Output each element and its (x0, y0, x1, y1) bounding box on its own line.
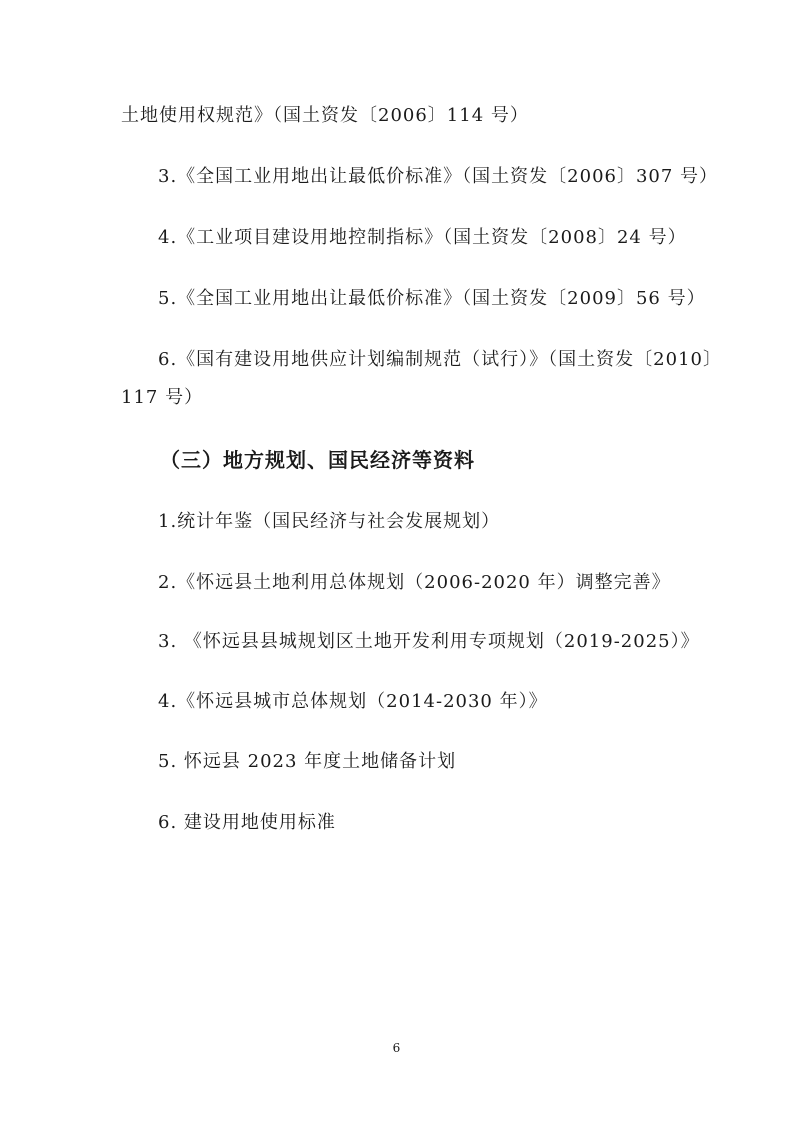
page-number: 6 (392, 1041, 401, 1055)
section-item-5: 5. 怀远县 2023 年度土地储备计划 (158, 751, 457, 772)
section-item-4: 4.《怀远县城市总体规划（2014-2030 年）》 (158, 691, 548, 712)
section-item-3: 3. 《怀远县县城规划区土地开发利用专项规划（2019-2025）》 (158, 631, 700, 652)
list-item-6: 6.《国有建设用地供应计划编制规范（试行）》（国土资发〔2010〕 (158, 349, 722, 370)
section-item-6: 6. 建设用地使用标准 (158, 812, 336, 833)
list-item-4: 4.《工业项目建设用地控制指标》（国土资发〔2008〕24 号） (158, 227, 687, 248)
section-heading: （三）地方规划、国民经济等资料 (160, 448, 475, 472)
section-item-2: 2.《怀远县土地利用总体规划（2006-2020 年）调整完善》 (158, 572, 671, 593)
list-item-6-continuation: 117 号） (121, 387, 204, 408)
section-item-1: 1.统计年鉴（国民经济与社会发展规划） (158, 511, 501, 532)
text-line-continuation: 土地使用权规范》（国土资发〔2006〕114 号） (121, 105, 529, 126)
list-item-3: 3.《全国工业用地出让最低价标准》（国土资发〔2006〕307 号） (158, 166, 719, 187)
list-item-5: 5.《全国工业用地出让最低价标准》（国土资发〔2009〕56 号） (158, 288, 706, 309)
